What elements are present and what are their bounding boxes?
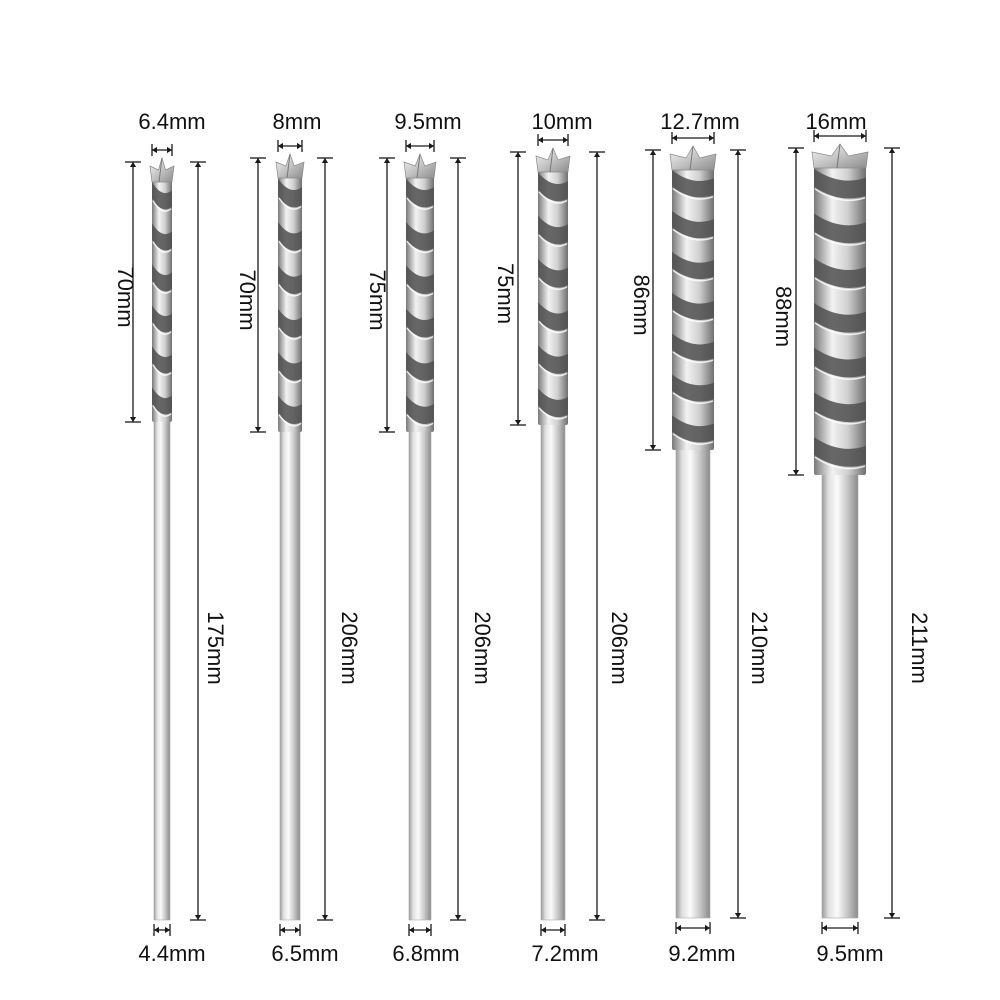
shank-diameter-label: 6.5mm [271, 941, 339, 966]
arrowhead [455, 158, 461, 163]
arrowhead [672, 135, 677, 141]
total-length-label: 206mm [607, 611, 632, 685]
arrowhead [195, 915, 201, 920]
drill-bit-3 [365, 109, 495, 966]
arrowhead [822, 925, 827, 931]
arrowhead [735, 913, 741, 918]
arrowhead [130, 417, 136, 422]
spiral-body [152, 176, 172, 422]
spiral-length-label: 86mm [629, 274, 654, 336]
arrowhead [280, 927, 285, 933]
arrowhead [384, 158, 390, 163]
head-diameter-label: 9.5mm [394, 109, 462, 134]
shank [676, 446, 710, 918]
arrowhead [295, 927, 300, 933]
arrowhead [429, 143, 434, 149]
arrowhead [650, 150, 656, 155]
head-diameter-label: 8mm [272, 109, 322, 134]
arrowhead [538, 137, 543, 143]
spiral-length-label: 70mm [113, 266, 138, 328]
total-length-label: 175mm [203, 611, 228, 685]
arrowhead [594, 152, 600, 157]
arrowhead [130, 162, 136, 167]
drill-bit-4 [493, 109, 632, 966]
arrowhead [515, 152, 521, 157]
drill-bit-1 [113, 109, 228, 966]
total-length-label: 206mm [470, 611, 495, 685]
arrowhead [297, 143, 302, 149]
drill-bit-6 [771, 109, 932, 966]
arrowhead [793, 148, 799, 153]
spiral-body [406, 172, 434, 432]
arrowhead [167, 147, 172, 153]
head-diameter-label: 16mm [805, 109, 867, 134]
shank-diameter-label: 9.2mm [668, 941, 736, 966]
spiral-length-label: 75mm [365, 269, 390, 331]
drill-bit-5 [629, 109, 772, 966]
spiral-length-label: 88mm [771, 285, 796, 348]
arrowhead [409, 927, 414, 933]
head-diameter-label: 10mm [531, 109, 593, 134]
shank [409, 428, 431, 920]
arrowhead [278, 143, 283, 149]
arrowhead [455, 915, 461, 920]
arrowhead [650, 445, 656, 450]
arrowhead [563, 137, 568, 143]
shank-diameter-label: 7.2mm [531, 941, 599, 966]
arrowhead [152, 147, 157, 153]
shank [280, 428, 300, 920]
arrowhead [195, 162, 201, 167]
drill-bit-2 [235, 109, 362, 966]
total-length-label: 210mm [747, 611, 772, 685]
arrowhead [793, 470, 799, 475]
arrowhead [165, 927, 170, 933]
total-length-label: 206mm [337, 611, 362, 685]
shank-diameter-label: 4.4mm [138, 941, 206, 966]
arrowhead [853, 925, 858, 931]
spiral-length-label: 75mm [493, 262, 518, 325]
spiral-body [278, 172, 302, 432]
arrowhead [406, 143, 411, 149]
arrowhead [255, 427, 261, 432]
arrowhead [735, 150, 741, 155]
arrowhead [541, 927, 546, 933]
arrowhead [889, 913, 895, 918]
arrowhead [889, 148, 895, 153]
spiral-body [538, 166, 568, 425]
arrowhead [322, 158, 328, 163]
arrowhead [255, 158, 261, 163]
arrowhead [515, 420, 521, 425]
shank-diameter-label: 9.5mm [816, 941, 884, 966]
head-diameter-label: 6.4mm [138, 109, 206, 134]
shank-diameter-label: 6.8mm [392, 941, 460, 966]
arrowhead [705, 925, 710, 931]
shank [541, 421, 565, 920]
arrowhead [322, 915, 328, 920]
total-length-label: 211mm [907, 612, 932, 684]
arrowhead [560, 927, 565, 933]
arrowhead [384, 427, 390, 432]
arrowhead [426, 927, 431, 933]
drill-bits-group [113, 109, 932, 966]
head-diameter-label: 12.7mm [660, 109, 740, 134]
arrowhead [154, 927, 159, 933]
arrowhead [709, 135, 714, 141]
arrowhead [594, 915, 600, 920]
shank [822, 471, 858, 918]
spiral-length-label: 70mm [235, 269, 260, 331]
arrowhead [676, 925, 681, 931]
shank [154, 418, 170, 920]
